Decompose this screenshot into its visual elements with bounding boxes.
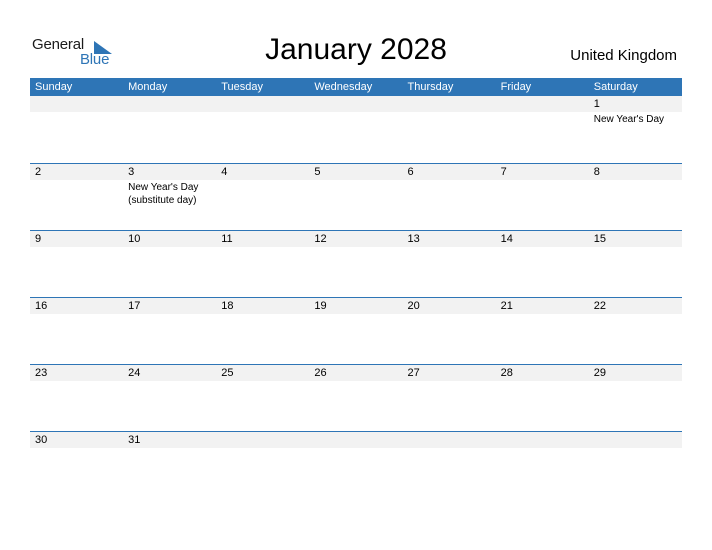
weekday-thursday: Thursday bbox=[407, 81, 454, 93]
day-number: 30 bbox=[35, 434, 48, 446]
day-number: 26 bbox=[314, 367, 327, 379]
day-number: 17 bbox=[128, 300, 141, 312]
day-number: 29 bbox=[593, 367, 606, 379]
week-row bbox=[30, 297, 682, 364]
day-cell bbox=[589, 365, 682, 381]
weekday-monday: Monday bbox=[128, 81, 168, 93]
day-number: 16 bbox=[35, 300, 48, 312]
day-number: 4 bbox=[221, 166, 228, 178]
day-cell bbox=[496, 231, 589, 247]
holiday-label: New Year's Day bbox=[593, 114, 665, 125]
day-cell bbox=[216, 164, 309, 207]
week-row bbox=[30, 431, 682, 498]
day-number: 8 bbox=[593, 166, 600, 178]
day-number: 25 bbox=[221, 367, 234, 379]
day-number: 24 bbox=[128, 367, 141, 379]
day-number: 31 bbox=[128, 434, 141, 446]
day-number: 14 bbox=[500, 233, 513, 245]
week-row bbox=[30, 230, 682, 297]
day-cell bbox=[309, 96, 402, 126]
day-cell bbox=[496, 298, 589, 314]
day-cell bbox=[496, 432, 589, 448]
day-cell bbox=[589, 298, 682, 314]
day-cell bbox=[589, 432, 682, 448]
day-cell bbox=[30, 164, 123, 207]
day-number: 15 bbox=[593, 233, 606, 245]
day-number: 3 bbox=[128, 166, 135, 178]
day-cell bbox=[589, 164, 682, 207]
day-cell bbox=[123, 231, 216, 247]
day-cell bbox=[403, 96, 496, 126]
weekday-friday: Friday bbox=[500, 81, 532, 93]
day-cell bbox=[403, 365, 496, 381]
day-number: 1 bbox=[593, 98, 600, 110]
day-number: 28 bbox=[500, 367, 513, 379]
day-number: 6 bbox=[407, 166, 414, 178]
weekday-header bbox=[30, 78, 682, 96]
day-cell bbox=[216, 298, 309, 314]
calendar-grid bbox=[30, 78, 682, 498]
day-number: 2 bbox=[35, 166, 42, 178]
day-number: 21 bbox=[500, 300, 513, 312]
day-cell bbox=[30, 298, 123, 314]
calendar-title: January 2028 bbox=[265, 33, 447, 66]
day-cell bbox=[403, 432, 496, 448]
day-cell bbox=[403, 298, 496, 314]
weekday-wednesday: Wednesday bbox=[314, 81, 373, 93]
day-cell bbox=[403, 164, 496, 207]
day-cell bbox=[30, 96, 123, 126]
day-number: 19 bbox=[314, 300, 327, 312]
day-number: 22 bbox=[593, 300, 606, 312]
week-row bbox=[30, 163, 682, 230]
holiday-label: New Year's Day (substitute day) bbox=[128, 182, 199, 206]
day-cell bbox=[123, 432, 216, 448]
day-number: 10 bbox=[128, 233, 141, 245]
day-number: 13 bbox=[407, 233, 420, 245]
day-number: 7 bbox=[500, 166, 507, 178]
day-cell bbox=[309, 432, 402, 448]
day-number: 27 bbox=[407, 367, 420, 379]
day-cell bbox=[216, 365, 309, 381]
day-cell bbox=[30, 231, 123, 247]
day-cell bbox=[309, 365, 402, 381]
day-cell bbox=[30, 432, 123, 448]
day-cell bbox=[123, 96, 216, 126]
weekday-saturday: Saturday bbox=[593, 81, 638, 93]
day-cell bbox=[496, 365, 589, 381]
weekday-sunday: Sunday bbox=[35, 81, 73, 93]
day-cell bbox=[216, 96, 309, 126]
weekday-tuesday: Tuesday bbox=[221, 81, 264, 93]
logo-blue-text: Blue bbox=[80, 51, 110, 68]
day-cell bbox=[496, 96, 589, 126]
weeks-container bbox=[30, 96, 682, 498]
day-cell bbox=[30, 365, 123, 381]
day-number: 12 bbox=[314, 233, 327, 245]
logo-general-text: General bbox=[32, 36, 84, 53]
day-cell bbox=[309, 164, 402, 207]
day-number: 20 bbox=[407, 300, 420, 312]
day-cell bbox=[216, 231, 309, 247]
day-number: 5 bbox=[314, 166, 321, 178]
week-row bbox=[30, 96, 682, 163]
day-number: 11 bbox=[221, 233, 233, 245]
day-cell bbox=[123, 365, 216, 381]
day-cell bbox=[589, 231, 682, 247]
day-cell bbox=[123, 298, 216, 314]
day-cell bbox=[123, 164, 216, 207]
day-cell bbox=[589, 96, 682, 126]
week-row bbox=[30, 364, 682, 431]
day-number: 18 bbox=[221, 300, 234, 312]
day-number: 9 bbox=[35, 233, 42, 245]
day-cell bbox=[309, 298, 402, 314]
day-cell bbox=[309, 231, 402, 247]
country-label: United Kingdom bbox=[570, 47, 677, 64]
day-number: 23 bbox=[35, 367, 48, 379]
day-cell bbox=[216, 432, 309, 448]
day-cell bbox=[496, 164, 589, 207]
day-cell bbox=[403, 231, 496, 247]
